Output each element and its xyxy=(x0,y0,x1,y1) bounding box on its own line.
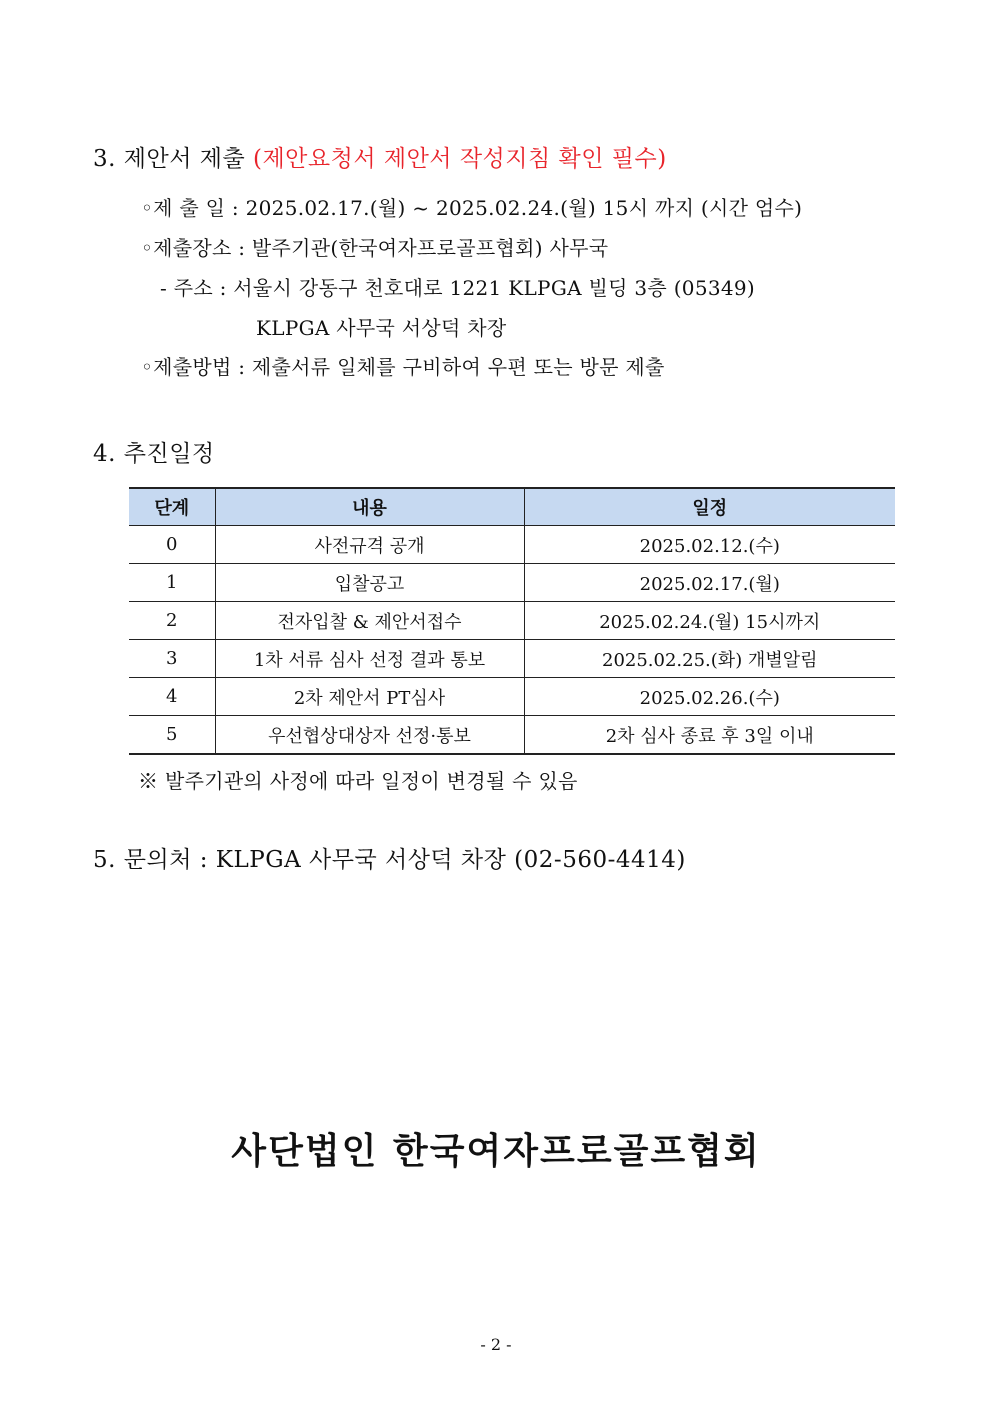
submission-date-line: ◦제 출 일 : 2025.02.17.(월) ~ 2025.02.24.(월) 15시 까지 (시간 엄수) xyxy=(141,196,803,220)
submission-method-line: ◦제출방법 : 제출서류 일체를 구비하여 우편 또는 방문 제출 xyxy=(141,355,665,379)
header-content: 내용 xyxy=(215,488,524,526)
schedule-cell: 2025.02.26.(수) xyxy=(524,678,895,716)
section4-title: 4. 추진일정 xyxy=(93,441,215,467)
stage-cell: 3 xyxy=(129,640,215,678)
organization-name: 사단법인 한국여자프로골프협회 xyxy=(231,1130,761,1172)
stage-cell: 4 xyxy=(129,678,215,716)
content-cell: 우선협상대상자 선정·통보 xyxy=(215,716,524,755)
stage-cell: 1 xyxy=(129,564,215,602)
section3-title-note: (제안요청서 제안서 작성지침 확인 필수) xyxy=(252,146,667,172)
schedule-table xyxy=(129,487,895,755)
header-stage: 단계 xyxy=(129,488,215,526)
content-cell: 사전규격 공개 xyxy=(215,526,524,564)
submission-place-line: ◦제출장소 : 발주기관(한국여자프로골프협회) 사무국 xyxy=(141,236,609,260)
table-row xyxy=(129,678,895,716)
stage-cell: 0 xyxy=(129,526,215,564)
page-number: - 2 - xyxy=(480,1335,512,1354)
section3-title: 3. 제안서 제출 xyxy=(93,146,246,172)
content-cell: 전자입찰 & 제안서접수 xyxy=(215,602,524,640)
schedule-cell: 2025.02.25.(화) 개별알림 xyxy=(524,640,895,678)
section5-title: 5. 문의처 : KLPGA 사무국 서상덕 차장 (02-560-4414) xyxy=(93,847,686,873)
header-schedule: 일정 xyxy=(524,488,895,526)
content-cell: 1차 서류 심사 선정 결과 통보 xyxy=(215,640,524,678)
address-contact-line: KLPGA 사무국 서상덕 차장 xyxy=(256,316,507,340)
table-header-row xyxy=(129,488,895,526)
stage-cell: 2 xyxy=(129,602,215,640)
schedule-cell: 2025.02.12.(수) xyxy=(524,526,895,564)
section3-heading xyxy=(93,140,667,173)
content-cell: 2차 제안서 PT심사 xyxy=(215,678,524,716)
schedule-cell: 2025.02.24.(월) 15시까지 xyxy=(524,602,895,640)
stage-cell: 5 xyxy=(129,716,215,755)
table-row xyxy=(129,640,895,678)
address-line: - 주소 : 서울시 강동구 천호대로 1221 KLPGA 빌딩 3층 (05349) xyxy=(160,276,756,300)
table-row xyxy=(129,602,895,640)
table-row xyxy=(129,526,895,564)
table-row xyxy=(129,716,895,755)
schedule-cell: 2차 심사 종료 후 3일 이내 xyxy=(524,716,895,755)
content-cell: 입찰공고 xyxy=(215,564,524,602)
table-row xyxy=(129,564,895,602)
schedule-cell: 2025.02.17.(월) xyxy=(524,564,895,602)
schedule-note: ※ 발주기관의 사정에 따라 일정이 변경될 수 있음 xyxy=(138,769,578,793)
